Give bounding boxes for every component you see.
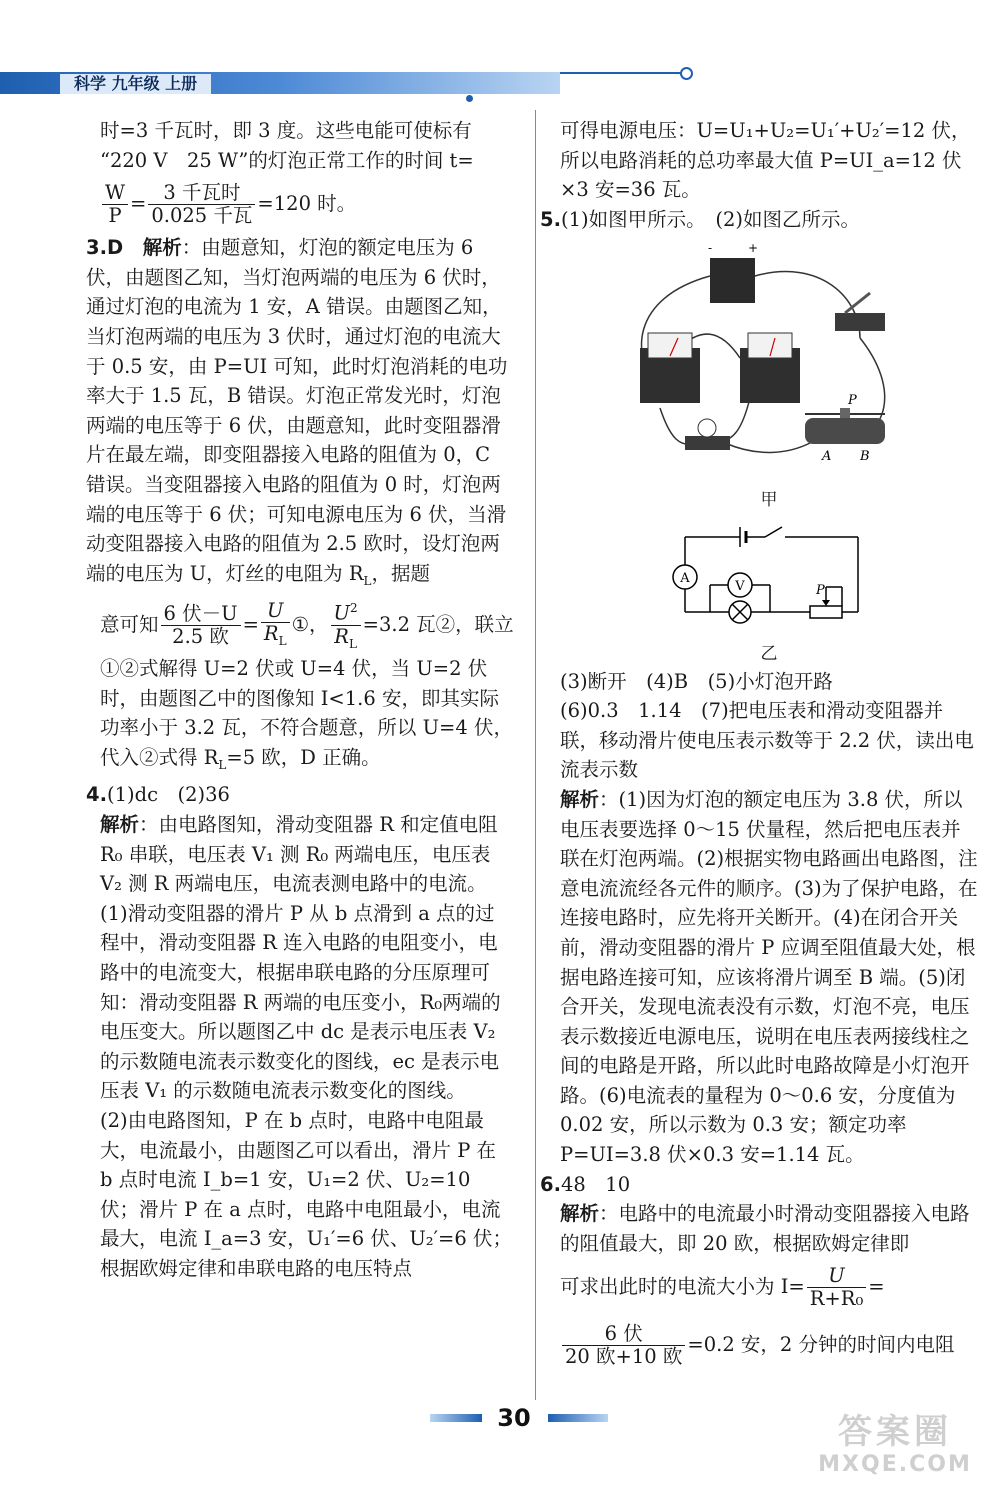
question-number: 5. bbox=[540, 207, 561, 231]
formula-line: $\frac{\text{6 伏}}{\text{20 欧+10 欧}}$ =0.2 安，2 分钟的时间内电阻 bbox=[560, 1316, 978, 1374]
question-3: 3.D 解析：由题意知，灯泡的额定电压为 6 伏，由题图乙知，当灯泡两端的电压为 6 伏时，通过灯泡的电流为 1 安，A 错误。由题图乙知，当灯泡两端的电压为 3 伏时，通过灯泡的电流大于 0.5 安，由 P=UI 可知，此时灯泡消耗的电功率大于 1.5 瓦，B 错误。灯泡正常发光时，灯泡两端的电压等于 6 伏，由题意知，此时变阻器滑片在最左端，即变阻器接入电路的阻值为 0，C 错误。当变阻器接入电路的阻值为 0 时，灯泡两端的电压等于 6 伏；可知电源电压为 6 伏，当滑动变阻器接入电路的阻值为 2.5 欧时，设灯泡两端的电压为 U，灯丝的电阻为 $R_L$，据题 意可知 $\frac{\text{6 伏－U}}{\text{2.5 欧}}$ = $\frac{U}{R_L}$ ①， $\frac{U^2}{R_L}$ =3.2 瓦②，联立 ①②式解得 U=2 伏或 U=4 伏，当 U=2 伏时，由题图乙中的图像知 I<1.6 安，即其实际功率小于 3.2 瓦，不符合题意，所以 U=4 伏，代入②式得 $R_L=5$ 欧，D 正确。 bbox=[86, 236, 514, 772]
analysis-label: 解析 bbox=[142, 236, 182, 260]
column-divider bbox=[535, 110, 536, 1400]
formula-line: 可求出此时的电流大小为 I= $\frac{U}{\text{R+R₀}}$ = bbox=[560, 1264, 885, 1311]
question-4 bbox=[86, 780, 514, 1283]
figure-circuit-diagram bbox=[560, 517, 978, 667]
analysis-label: 解析 bbox=[560, 1202, 600, 1226]
battery-icon bbox=[710, 258, 755, 303]
fraction-w-over-p: $\frac{W}{P}$ bbox=[102, 182, 128, 227]
header-circle-ornament bbox=[680, 67, 693, 80]
analysis-label: 解析 bbox=[560, 787, 600, 811]
figure-caption-jia: 甲 bbox=[760, 489, 778, 510]
svg-text:V: V bbox=[735, 578, 745, 594]
analysis-text: ：(1)因为灯泡的额定电压为 3.8 伏，所以电压表要选择 0～15 伏量程，然后把电压表并联在灯泡两端。(2)根据实物电路画出电路图，注意电流流经各元件的顺序。(3)为了保护电路，在连接电路时，应先将开关断开。(4)在闭合开关前，滑动变阻器的滑片 P 应调至阻值最大处，根据电路连接可知，应该将滑片调至 B 端。(5)闭合开关，发现电流表没有示数，灯泡不亮，电压表示数接近电源电压，说明在电压表两接线柱之间的电路是开路，所以此时电路故障是小灯泡开路。(6)电流表的量程为 0～0.6 安，分度值为 0.02 安，所以示数为 0.3 安；额定功率 P=UI=3.8 伏×0.3 安=1.14 瓦。 bbox=[560, 787, 978, 1167]
figure-physical-circuit bbox=[560, 238, 978, 513]
analysis-text: ①②式解得 U=2 伏或 U=4 伏，当 U=2 伏时，由题图乙中的图像知 I<1.6 安，即其实际功率小于 3.2 瓦，不符合题意，所以 U=4 伏，代入②式得 R bbox=[100, 657, 513, 769]
voltmeter-icon bbox=[740, 333, 800, 403]
paragraph-continuation: 可得电源电压：U=U₁+U₂=U₁′+U₂′=12 伏，所以电路消耗的总功率最大值 P=UI_a=12 伏×3 安=36 瓦。 bbox=[560, 119, 971, 202]
question-5-analysis bbox=[560, 785, 978, 1170]
question-number: 3.D bbox=[86, 236, 124, 260]
svg-text:P: P bbox=[848, 393, 857, 409]
figure-caption-yi: 乙 bbox=[760, 643, 778, 664]
fraction: $\frac{U}{\text{R+R₀}}$ bbox=[807, 1265, 867, 1310]
page-header bbox=[0, 62, 700, 102]
question-number: 6. bbox=[540, 1172, 561, 1196]
answer-text: 48 10 bbox=[560, 1172, 631, 1196]
answer-text: (6)0.3 1.14 (7)把电压表和滑动变阻器并联，移动滑片使电压表示数等于 2.2 伏，读出电流表示数 bbox=[560, 699, 974, 782]
analysis-paragraph: (1)滑动变阻器的滑片 P 从 b 点滑到 a 点的过程中，滑动变阻器 R 连入电路的电阻变小，电路中的电流变大，根据串联电路的分压原理可知：滑动变阻器 R 两端的电压变小，R₀两端的电压变大。所以题图乙中 dc 是表示电压表 V₂ 的示数随电流表示数变化的图线，ec 是表示电压表 V₁ 的示数随电流表示数变化的图线。 bbox=[100, 901, 501, 1103]
svg-text:-: - bbox=[708, 241, 713, 256]
ammeter-icon bbox=[640, 333, 700, 403]
svg-text:B: B bbox=[860, 449, 870, 465]
answer-text: (1)如图甲所示。 (2)如图乙所示。 bbox=[560, 207, 860, 231]
svg-text:+: + bbox=[748, 241, 759, 256]
page-number: 30 bbox=[497, 1404, 531, 1432]
fraction: $\frac{U^2}{R_L}$ bbox=[331, 597, 361, 654]
header-dot-ornament bbox=[466, 95, 473, 102]
fraction: $\frac{U}{R_L}$ bbox=[261, 600, 290, 652]
switch-icon bbox=[835, 313, 885, 331]
text-line: “220 V 25 W”的灯泡正常工作的时间 t= bbox=[100, 148, 474, 172]
circuit-diagram bbox=[560, 517, 978, 632]
svg-text:A: A bbox=[680, 570, 690, 586]
switch-symbol bbox=[765, 527, 782, 537]
analysis-label: 解析 bbox=[100, 813, 140, 837]
watermark: 答案圈 MXQE.COM bbox=[818, 1412, 972, 1477]
physical-circuit-illustration bbox=[560, 238, 978, 478]
question-6-analysis bbox=[560, 1199, 978, 1374]
header-title: 科学 九年级 上册 bbox=[60, 74, 211, 94]
question-5 bbox=[540, 205, 978, 235]
analysis-text: ：电路中的电流最小时滑动变阻器接入电路的阻值最大，即 20 欧，根据欧姆定律即 bbox=[560, 1202, 970, 1255]
fraction: $\frac{\text{6 伏}}{\text{20 欧+10 欧}}$ bbox=[562, 1323, 685, 1368]
footer-ornament-left bbox=[430, 1414, 482, 1422]
question-number: 4. bbox=[86, 783, 107, 807]
question-6 bbox=[540, 1170, 978, 1200]
paragraph-answer2-tail bbox=[86, 116, 514, 233]
formula-line: $\frac{W}{P}$ = $\frac{\text{3 千瓦时}}{\text{0.025 千瓦}}$ =120 时。 bbox=[100, 175, 514, 233]
rheostat-symbol bbox=[810, 606, 842, 618]
rheostat-icon bbox=[805, 408, 885, 444]
footer-ornament-right bbox=[548, 1414, 608, 1422]
left-column bbox=[86, 116, 514, 1284]
bulb-icon bbox=[685, 419, 730, 450]
answer-text: (1)dc (2)36 bbox=[106, 783, 230, 807]
analysis-text: ：由题意知，灯泡的额定电压为 6 伏，由题图乙知，当灯泡两端的电压为 6 伏时，通过灯泡的电流为 1 安，A 错误。由题图乙知，当灯泡两端的电压为 3 伏时，通过灯泡的电流大于 0.5 安，由 P=UI 可知，此时灯泡消耗的电功率大于 1.5 瓦，B 错误。灯泡正常发光时，灯泡两端的电压等于 6 伏，由题意知，此时变阻器滑片在最左端，即变阻器接入电路的阻值为 0，C 错误。当变阻器接入电路的阻值为 0 时，灯泡两端的电压等于 6 伏；可知电源电压为 6 伏，当滑动变阻器接入电路的阻值为 2.5 欧时，设灯泡两端的电压为 U，灯丝的电阻为 R bbox=[86, 236, 508, 585]
text-line: 时=3 千瓦时，即 3 度。这些电能可使标有 bbox=[100, 119, 472, 142]
fraction-energy-over-power: $\frac{\text{3 千瓦时}}{\text{0.025 千瓦}}$ bbox=[148, 182, 255, 227]
fraction: $\frac{\text{6 伏－U}}{\text{2.5 欧}}$ bbox=[161, 603, 241, 648]
header-rule bbox=[560, 72, 682, 74]
analysis-paragraph: (2)由电路图知，P 在 b 点时，电路中电阻最大，电流最小，由题图乙可以看出，滑片 P 在 b 点时电流 I_b=1 安，U₁=2 伏、U₂=10 伏；滑片 P 在 a 点时，电路中电阻最小，电流最大，电流 I_a=3 安，U₁′=6 伏、U₂′=6 伏；根据欧姆定律和串联电路的电压特点 bbox=[100, 1109, 512, 1280]
answer-text: (3)断开 (4)B (5)小灯泡开路 bbox=[560, 669, 833, 693]
right-column bbox=[540, 116, 978, 1374]
svg-text:A: A bbox=[822, 449, 832, 465]
svg-text:P: P bbox=[816, 582, 825, 598]
analysis-text: ：由电路图知，滑动变阻器 R 和定值电阻 R₀ 串联，电压表 V₁ 测 R₀ 两端电压，电压表 V₂ 测 R 两端电压，电流表测电路中的电流。 bbox=[100, 813, 498, 896]
formula-line: 意可知 $\frac{\text{6 伏－U}}{\text{2.5 欧}}$ = $\frac{U}{R_L}$ ①， $\frac{U^2}{R_L}$ =3.2 瓦②，联立 bbox=[86, 596, 514, 654]
